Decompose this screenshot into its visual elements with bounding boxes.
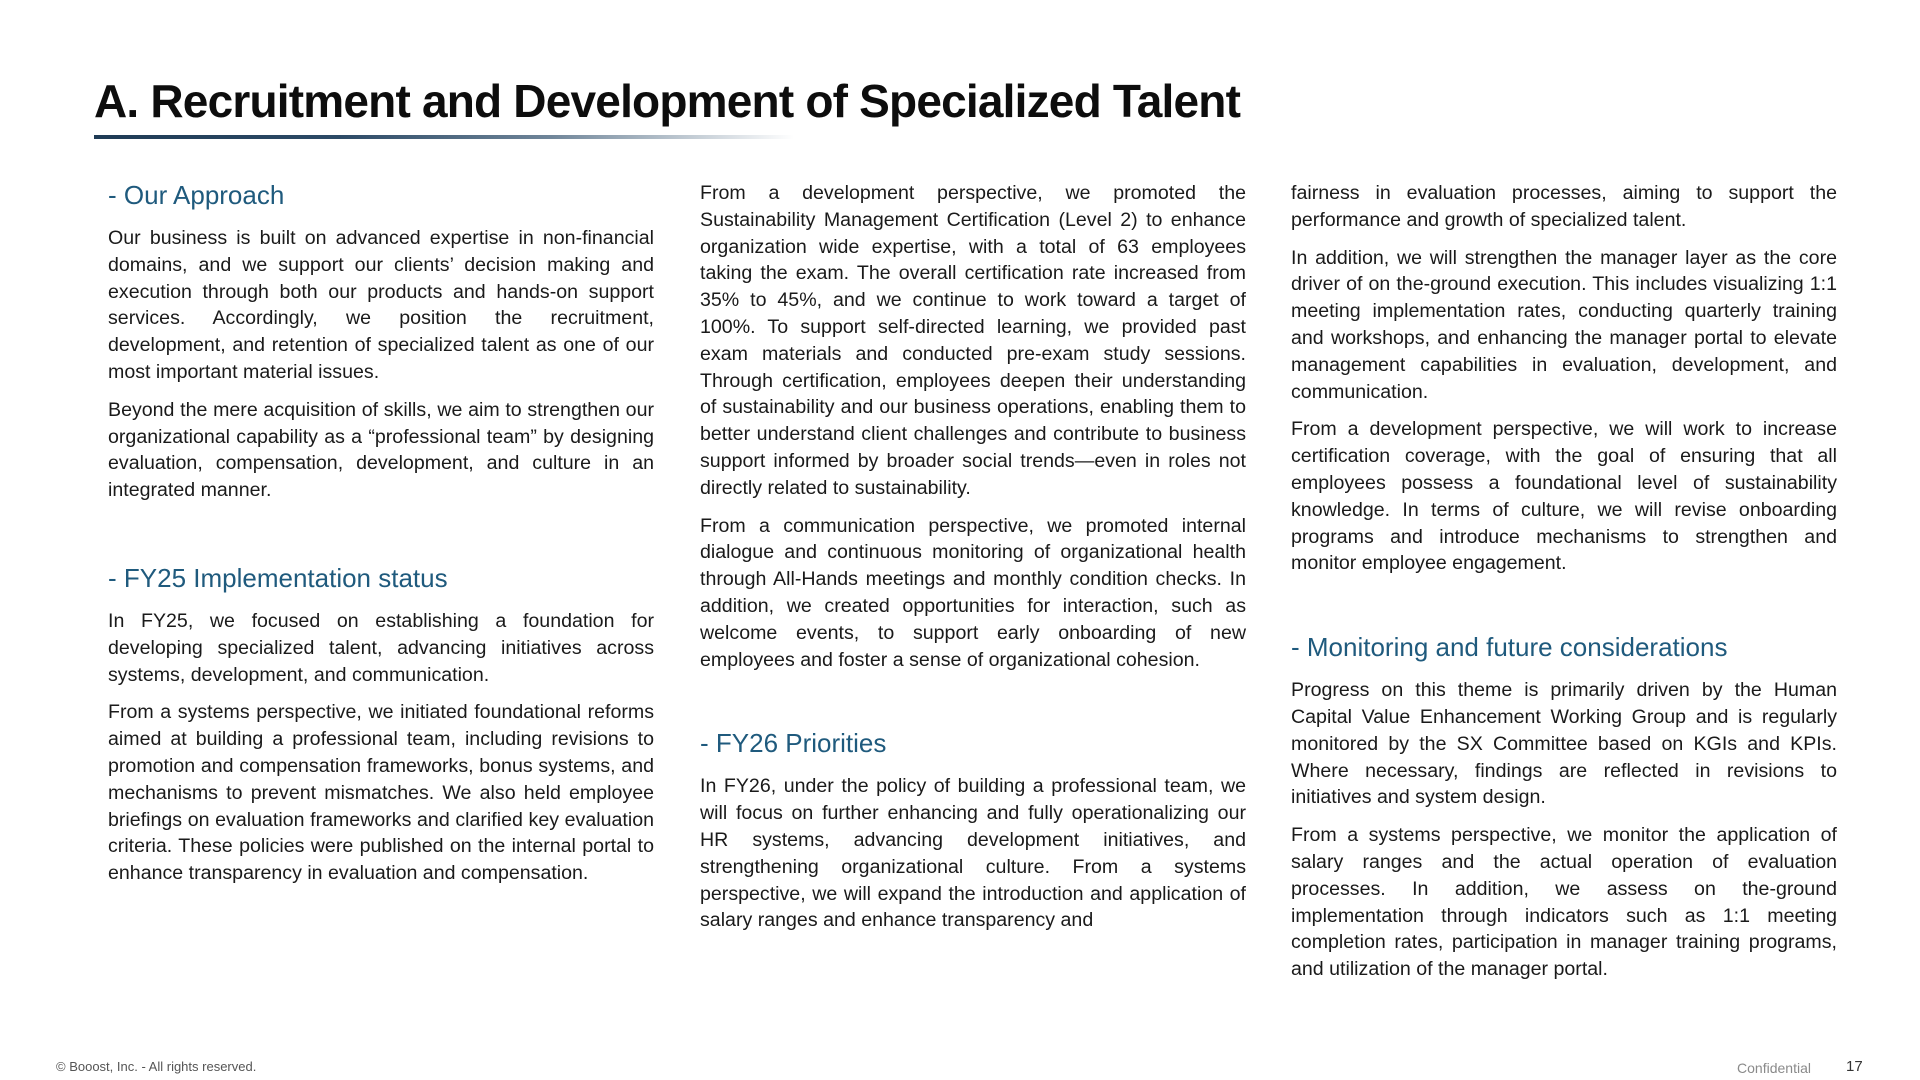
section-spacer — [1291, 588, 1837, 632]
title-underline — [94, 135, 794, 139]
development-paragraph: From a development perspective, we promoted the Sustainability Management Certification (Level 2) to enhance organization wide expertise, with a total of 63 employees taking the exam. The overall certification rate increased from 35% to 45%, and we continue to work toward a target of 100%. To support self-directed learning, we provided past exam materials and conducted pre-exam study sessions. Through certification, employees deepen their understanding of sustainability and our business operations, enabling them to better understand client challenges and contribute to business support informed by broader social trends—even in roles not directly related to sustainability. — [700, 182, 1246, 499]
right-column — [1291, 180, 1837, 994]
left-column — [108, 180, 654, 898]
section-heading-monitoring: - Monitoring and future considerations — [1291, 632, 1728, 663]
footer-confidential-label: Confidential — [1718, 1060, 1830, 1080]
middle-column — [700, 180, 1246, 945]
priorities-paragraph: In FY26, under the policy of building a professional team, we will focus on further enhancing and fully operationalizing our HR systems, advancing development initiatives, and strengthening organizational culture. From a systems perspective, we will expand the introduction and application of salary ranges and enhance transparency and — [700, 775, 1246, 932]
status-paragraph-2: From a systems perspective, we initiated foundational reforms aimed at building a professional team, including revisions to promotion and compensation frameworks, bonus systems, and mechanisms to prevent mismatches. We also held employee briefings on evaluation frameworks and clarified key evaluation criteria. These policies were published on the internal portal to enhance transparency in evaluation and compensation. — [108, 701, 654, 885]
page-title: A. Recruitment and Development of Specialized Talent — [94, 75, 1241, 127]
approach-paragraph-2: Beyond the mere acquisition of skills, we aim to strengthen our organizational capability as a “professional team” by designing evaluation, compensation, development, and culture in an integrated manner. — [108, 398, 654, 502]
development-plan-paragraph: From a development perspective, we will work to increase certification coverage, with the goal of ensuring that all employees possess a foundational level of sustainability knowledge. In terms of culture, we will revise onboarding programs and introduce mechanisms to strengthen and monitor employee engagement. — [1291, 418, 1837, 575]
monitoring-paragraph-2: From a systems perspective, we monitor the application of salary ranges and the actual operation of evaluation processes. In addition, we assess on the-ground implementation through indicators such as 1:1 meeting completion rates, participation in manager training programs, and utilization of the manager portal. — [1291, 824, 1837, 981]
page-number: 17 — [1846, 1058, 1863, 1075]
manager-paragraph: In addition, we will strengthen the manager layer as the core driver of on the-ground execution. This includes visualizing 1:1 meeting implementation rates, conducting quarterly training and workshops, and enhancing the manager portal to elevate management capabilities in evaluation, development, and communication. — [1291, 246, 1837, 403]
section-heading-implementation-status: - FY25 Implementation status — [108, 562, 448, 593]
section-heading-approach: - Our Approach — [108, 180, 285, 210]
continued-paragraph: fairness in evaluation processes, aiming to support the performance and growth of specialized talent. — [1291, 182, 1837, 231]
footer-copyright: © Booost, Inc. - All rights reserved. — [56, 1059, 257, 1074]
status-paragraph-1: In FY25, we focused on establishing a foundation for developing specialized talent, advancing initiatives across systems, development, and communication. — [108, 609, 654, 686]
approach-paragraph-1: Our business is built on advanced expertise in non-financial domains, and we support our clients’ decision making and execution through both our products and hands-on support services. Accordingly, we position the recruitment, development, and retention of specialized talent as one of our most important material issues. — [108, 227, 654, 383]
communication-paragraph: From a communication perspective, we promoted internal dialogue and continuous monitoring of organizational health through All-Hands meetings and monthly condition checks. In addition, we created opportunities for interaction, such as welcome events, to support early onboarding of new employees and foster a sense of organizational cohesion. — [700, 514, 1246, 671]
monitoring-paragraph-1: Progress on this theme is primarily driven by the Human Capital Value Enhancement Working Group and is regularly monitored by the SX Committee based on KGIs and KPIs. Where necessary, findings are reflected in revisions to initiatives and system design. — [1291, 679, 1837, 809]
section-spacer — [700, 684, 1246, 728]
section-heading-fy26-priorities: - FY26 Priorities — [700, 728, 887, 759]
section-spacer — [108, 515, 654, 563]
